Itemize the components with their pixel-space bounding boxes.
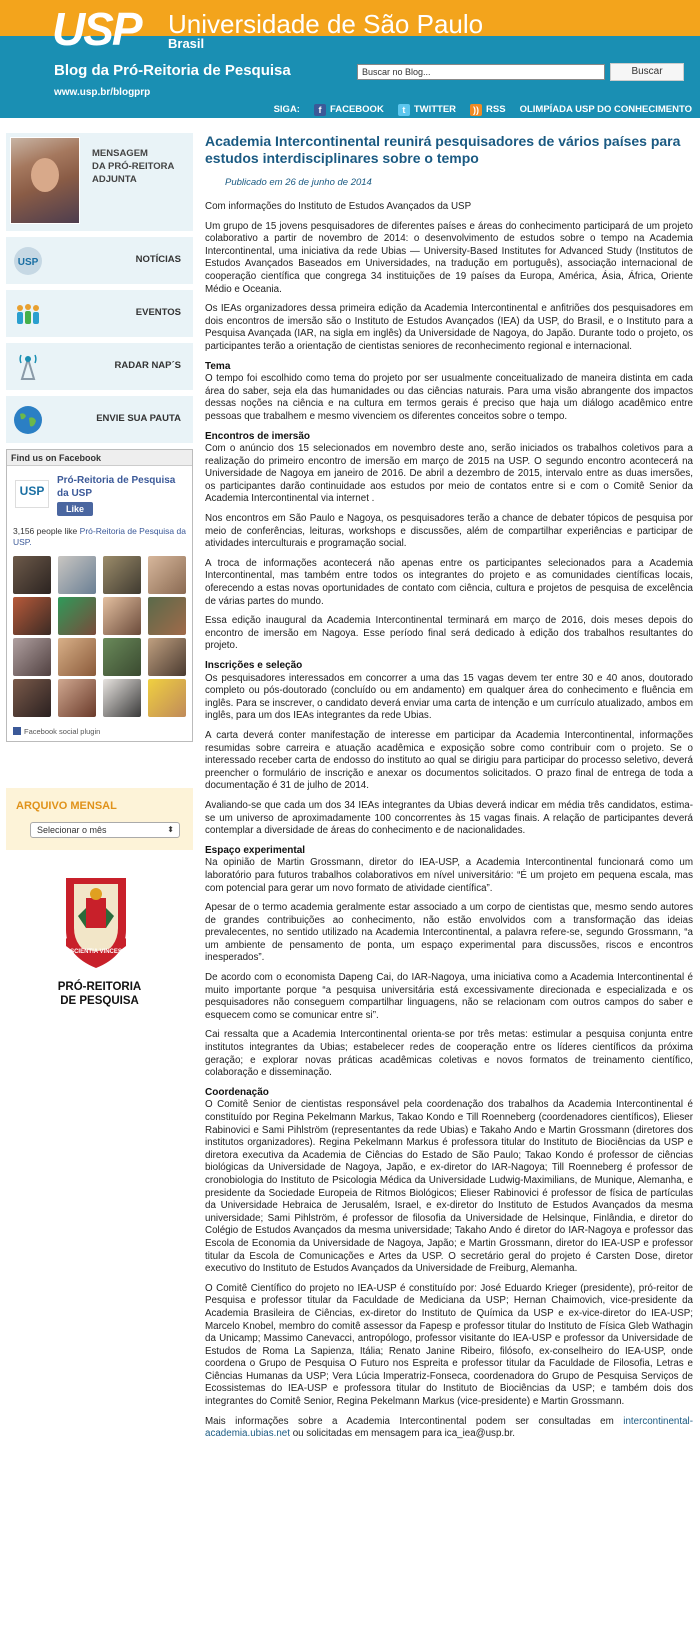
rss-icon: )) <box>470 104 482 116</box>
section-heading-tema: Tema <box>205 360 231 372</box>
facebook-face[interactable] <box>103 638 141 676</box>
twitter-icon: t <box>398 104 410 116</box>
olimpiada-link[interactable] <box>520 104 692 116</box>
usp-logo[interactable]: USP <box>52 3 141 55</box>
twitter-link[interactable] <box>398 104 456 116</box>
facebook-face[interactable] <box>58 638 96 676</box>
facebook-like-count <box>13 526 188 548</box>
facebook-label: FACEBOOK <box>329 104 384 115</box>
olimpiada-label: OLIMPÍADA USP DO CONHECIMENTO <box>519 104 692 115</box>
rss-link[interactable] <box>470 104 506 116</box>
article-paragraph: Os IEAs organizadores dessa primeira edição da Academia Intercontinental e anfitriões dos pesquisadores em dois encontros de imersão são o Instituto de Estudos Avançados (IEA) da USP, do Brasil, e o Instituto para a Pesquisa Avançada (IAR, na sigla em inglês) da Universidade de Nagoya, do Japão. Durante todo o projeto, os participantes terão a orientação de cientistas seniores de reconhecimento regional e internacional. <box>205 303 693 352</box>
sidebar-item-label: ENVIE SUA PAUTA <box>96 413 181 424</box>
svg-text:USP: USP <box>17 257 39 268</box>
radar-icon <box>12 351 44 383</box>
article-body <box>205 201 693 1441</box>
facebook-faces-grid <box>13 556 188 717</box>
sidebar-item-noticias[interactable] <box>6 237 193 284</box>
facebook-face[interactable] <box>13 679 51 717</box>
site-header <box>0 0 700 118</box>
university-country: Brasil <box>168 36 205 51</box>
facebook-widget <box>6 449 193 742</box>
mensagem-line-1: MENSAGEM <box>92 148 148 159</box>
ubias-link[interactable]: intercontinental-academia.ubias.net <box>205 1415 693 1440</box>
search-button[interactable]: Buscar <box>610 63 684 81</box>
twitter-label: TWITTER <box>413 104 457 115</box>
search-input[interactable] <box>357 64 605 80</box>
sidebar-item-radar[interactable] <box>6 343 193 390</box>
pro-reitora-photo <box>10 137 80 224</box>
facebook-plugin-label: Facebook social plugin <box>24 727 101 736</box>
sidebar-item-pauta[interactable] <box>6 396 193 443</box>
article-paragraph: Um grupo de 15 jovens pesquisadores de diferentes países e áreas do conhecimento participará de um projeto colaborativo a partir de novembro de 2014: o desenvolvimento de estudos sobre o tempo na Academia Intercontinental, uma iniciativa da rede Ubias — University-Based Institutes for Advanced Study (Institutos de Estudos Avançados Baseados em Universidades, na tradução em português), associação internacional de cooperação científica que congrega 34 instituições de 19 países da Europa, América, Ásia, África, Oriente Médio e Oceania. <box>205 220 693 295</box>
archive-month-select[interactable] <box>30 822 180 838</box>
article-paragraph: Na opinião de Martin Grossmann, diretor do IEA-USP, a Academia Intercontinental funcionará como um laboratório para futuros trabalhos colaborativos em nível universitário: “É um projeto em pequena escala, mas com potencial para gerar um novo formato de atividade científica”. <box>205 857 693 894</box>
mensagem-line-2: DA PRÓ-REITORA <box>92 161 175 172</box>
facebook-face[interactable] <box>103 556 141 594</box>
facebook-face[interactable] <box>148 638 186 676</box>
final-text-pre: Mais informações sobre a Academia Intercontinental podem ser consultadas em <box>205 1415 624 1427</box>
sidebar <box>6 133 193 1020</box>
facebook-face[interactable] <box>58 679 96 717</box>
mensagem-line-3: ADJUNTA <box>92 174 137 185</box>
article-title[interactable]: Academia Intercontinental reunirá pesquisadores de vários países para estudos interdisciplinares sobre o tempo <box>205 133 681 166</box>
archive-widget <box>6 788 193 850</box>
social-bar <box>274 104 692 116</box>
facebook-count-text: 3,156 people like <box>13 526 78 536</box>
facebook-small-icon <box>13 727 21 735</box>
facebook-link[interactable] <box>314 104 384 116</box>
facebook-face[interactable] <box>103 597 141 635</box>
facebook-face[interactable] <box>148 679 186 717</box>
article-paragraph: O Comitê Senior de cientistas responsável pela coordenação dos trabalhos da Academia Intercontinental é constituído por Regina Pekelmann Markus, Takao Kondo e Till Roenneberg (coordenadores científicos), Elieser Rabinovici e Sami Pihlström (representantes da rede Ubias) e Takaho Ando e Martin Grossmann (diretores dos institutos organizadores). Regina Pekelmann Markus é professora titular do Instituto de Biociências da USP e diretora executiva da Academia de Ciências do Estado de São Paulo; Takao Kondo é professor de ciências biológicas da Universidade de Nagoya, Japão, e ex-diretor do IAR-Nagoya; Till Roenneberg é professor de cronobiologia do Instituto de Psicologia Médica da Universidade Ludwig-Maximilians, de Munique, Alemanha, e presidente da Sociedade Europeia de Ritmos Biológicos; Elieser Rabinovici é professor de física de partículas da Universidade Hebraica de Jerusalém, Israel, e ex-diretor do Instituto de Estudos Avançados da mesma universidade; Sami Pihlström, é professor de filosofia da Universidade de Helsinque, Finlândia, e diretor do Colégio de Estudos Avançados da mesma universidade; Takaho Ando é diretor do IAR-Nagoya e professor das Escola de Economia da Universidade de Nagoya, Japão; e Martin Grossmann, diretor do IEA-USP e professor titular da Escola de Comunicações e Artes da USP. O secretário geral do projeto é Carsten Dose, diretor executivo do Instituto de Estudos Avançados da Universidade de Freiburg, Alemanha. <box>205 1099 693 1275</box>
sidebar-item-label: NOTÍCIAS <box>135 254 181 265</box>
article-paragraph: Cai ressalta que a Academia Intercontinental orienta-se por três metas: estimular a pesquisa conjunta entre institutos integrantes da Ubias; estabelecer redes de cooperação entre os líderes científicos da próxima geração; e explorar novas práticas acadêmicas coletivas e novos formatos de treinamento científico, colaboração e disseminação. <box>205 1029 693 1079</box>
pro-reitoria-title <box>6 980 193 1008</box>
chevron-updown-icon: ⬍ <box>167 825 174 834</box>
people-icon <box>12 298 44 330</box>
pro-reitoria-logo[interactable] <box>6 872 193 1020</box>
facebook-like-button[interactable]: Like <box>57 502 93 516</box>
article-paragraph: Os pesquisadores interessados em concorrer a uma das 15 vagas devem ter entre 30 e 40 anos, doutorado completo ou pós-doutorado (concluído ou em andamento) em qualquer área do conhecimento e fluência em inglês. Para se inscrever, o candidato deverá enviar uma carta de intenção e um currículo atualizado, ambos em inglês, para um dos IEAs integrantes da rede Ubias. <box>205 672 693 722</box>
social-label: SIGA: <box>273 104 300 115</box>
pro-reitoria-line-2: DE PESQUISA <box>60 995 139 1007</box>
facebook-page-logo[interactable]: USP <box>15 480 49 508</box>
mensagem-pro-reitora[interactable] <box>6 133 193 231</box>
article-paragraph: O Comitê Científico do projeto no IEA-USP é constituído por: José Eduardo Krieger (presidente), pró-reitor de Pesquisa e professor titular da Faculdade de Mediciana da USP; Hernan Chaimovich, vice-presidente da Academia Brasileira de Ciências, ex-diretor do Instituto de Química da USP e ex-vice-diretor do IEA-USP; Marcelo Knobel, membro do comitê assessor da Fapesp e professor titular do Instituto de Física Gleb Wathagin da Unicamp; Massimo Canevacci, antropólogo, professor visitante do IEA-USP e professor da Universidade de Estudos de Roma La Sapienza, Itália; Renato Janine Ribeiro, filósofo, ex-conselheiro do IEA-USP, onde coordena o Grupo de Pesquisa O Futuro nos Espreita e professor titular da Faculdade de Filosofia, Letras e Ciências Humanas da USP; Vera Lúcia Imperatriz-Fonseca, coordenadora do Grupo de Pesquisa Serviços de Ecossistemas do IEA-USP e professora titular do Instituto de Biociências da USP; e também dois dos integrantes do Comitê Senior, Regina Pekelmann Markus (vice-presidente) e Martin Grossmann. <box>205 1282 693 1408</box>
article-paragraph: A troca de informações acontecerá não apenas entre os participantes selecionados para a Academia Intercontinental, mas também entre todos os integrantes do projeto e as comunidades científicas locais, oferecendo a estas novas oportunidades de contato com ciência, cultura e projetos de pesquisa de excelência de várias partes do mundo. <box>205 557 693 607</box>
article-paragraph: Apesar de o termo academia geralmente estar associado a um corpo de cientistas que, mesmo sendo autores de grandes contribuições ao conhecimento, não estão envolvidos com a transformação das ideias prevalecentes, no sentido utilizado na Academia Intercontinental, a palavra refere-se, segundo Grossmann, “a um ambiente de pensamento de ponta, um espaço experimental para discussões, riscos e encontros inesperados”. <box>205 902 693 964</box>
rss-label: RSS <box>486 104 506 115</box>
facebook-face[interactable] <box>13 556 51 594</box>
article-paragraph-final <box>205 1416 693 1441</box>
section-heading-espaco: Espaço experimental <box>205 844 306 856</box>
globe-icon <box>12 404 44 436</box>
sidebar-item-eventos[interactable] <box>6 290 193 337</box>
article-paragraph: Nos encontros em São Paulo e Nagoya, os pesquisadores terão a chance de debater tópicos de pesquisa por meio de conferências, leituras, workshops e discussões, além de compartilhar experiências e participar de atividades interculturais e programação social. <box>205 513 693 550</box>
article-paragraph: Avaliando-se que cada um dos 34 IEAs integrantes da Ubias deverá indicar em média três candidatos, estima-se um universo de aproximadamente 100 concorrentes às 15 vagas finais. A relação de participantes deverá contemplar a diversidade de áreas do conhecimento e de nacionalidades. <box>205 799 693 837</box>
usp-news-icon <box>12 245 44 277</box>
mensagem-label <box>92 147 174 186</box>
archive-select-value: Selecionar o mês <box>37 825 107 835</box>
facebook-face[interactable] <box>148 597 186 635</box>
facebook-face[interactable] <box>103 679 141 717</box>
sidebar-item-label: EVENTOS <box>135 307 181 318</box>
article-paragraph: De acordo com o economista Dapeng Cai, do IAR-Nagoya, uma iniciativa como a Academia Intercontinental é muito importante porque “a pesquisa universitária está excessivamente direcionada e especializada e os pesquisadores não conseguem compartilhar linguagens, não se relacionam com outros campos do saber e esquecem como se comunicar entre si”. <box>205 972 693 1021</box>
facebook-social-plugin[interactable] <box>13 727 100 737</box>
facebook-face[interactable] <box>58 556 96 594</box>
article-paragraph: O tempo foi escolhido como tema do projeto por ser usualmente conceitualizado de maneira distinta em cada área do saber, seja ela das humanidades ou das ciências naturais. Para uma visão abrangente dos impactos dessas noções na ciência e na cultura em termos gerais é preciso que haja um diálogo acadêmico entre pessoas que trabalhem e mesmo vivenciem os diferentes conceitos sobre o tempo. <box>205 373 693 422</box>
final-text-post: ou solicitadas em mensagem para ica_iea@usp.br. <box>289 1428 516 1440</box>
facebook-count-link[interactable]: Pró-Reitoria de Pesquisa da USP. <box>13 526 186 547</box>
article-paragraph: A carta deverá conter manifestação de interesse em participar da Academia Intercontinental, informações resumidas sobre carreira e atuação acadêmica e exposição sobre como contribuir com o projeto. Se o interessado receber carta de endosso do instituto ao qual se dirigiu para participar do processo seletivo, deverá preencher o formulário de inscrição e anexar os documentos solicitados. O prazo final de entrega de toda a documentação é 31 de julho de 2014. <box>205 729 693 792</box>
section-heading-encontros: Encontros de imersão <box>205 430 311 442</box>
article-date: Publicado em 26 de junho de 2014 <box>225 177 372 188</box>
sidebar-item-label: RADAR NAP´S <box>114 360 181 371</box>
facebook-face[interactable] <box>58 597 96 635</box>
article-paragraph: Com o anúncio dos 15 selecionados em novembro deste ano, serão iniciados os trabalhos coletivos para a realização do primeiro encontro de imersão em março de 2015 na USP. O segundo encontro acontecerá na Universidade de Nagoya em janeiro de 2016. De abril a dezembro de 2015, intervalo entre as duas imersões, os participantes darão continuidade aos estudos por meio de contatos entre si e com o Comitê Senior da Academia Intercontinental via internet . <box>205 443 693 505</box>
facebook-face[interactable] <box>148 556 186 594</box>
pro-reitoria-line-1: PRÓ-REITORIA <box>57 981 142 993</box>
crest-motto: SCIENTIA VINCES <box>70 949 122 955</box>
section-heading-coordenacao: Coordenação <box>205 1086 269 1098</box>
blog-title[interactable]: Blog da Pró-Reitoria de Pesquisa <box>54 62 291 79</box>
article-paragraph: Essa edição inaugural da Academia Intercontinental terminará em março de 2016, dois meses depois do encontro de imersão em Nagoya. Esse período final será dedicado à edição dos trabalhos resultantes do projeto. <box>205 615 693 652</box>
university-name: Universidade de São Paulo <box>168 9 484 39</box>
facebook-face[interactable] <box>13 597 51 635</box>
facebook-widget-header: Find us on Facebook <box>7 450 192 466</box>
article-paragraph: Com informações do Instituto de Estudos Avançados da USP <box>205 201 472 212</box>
usp-crest-icon <box>54 872 138 972</box>
article <box>205 133 693 1448</box>
facebook-icon: f <box>314 104 326 116</box>
facebook-page-name[interactable]: Pró-Reitoria de Pesquisa da USP <box>57 475 176 499</box>
section-heading-inscricoes: Inscrições e seleção <box>205 660 303 671</box>
facebook-face[interactable] <box>13 638 51 676</box>
archive-title: ARQUIVO MENSAL <box>16 800 117 812</box>
blog-url[interactable]: www.usp.br/blogprp <box>54 87 151 98</box>
